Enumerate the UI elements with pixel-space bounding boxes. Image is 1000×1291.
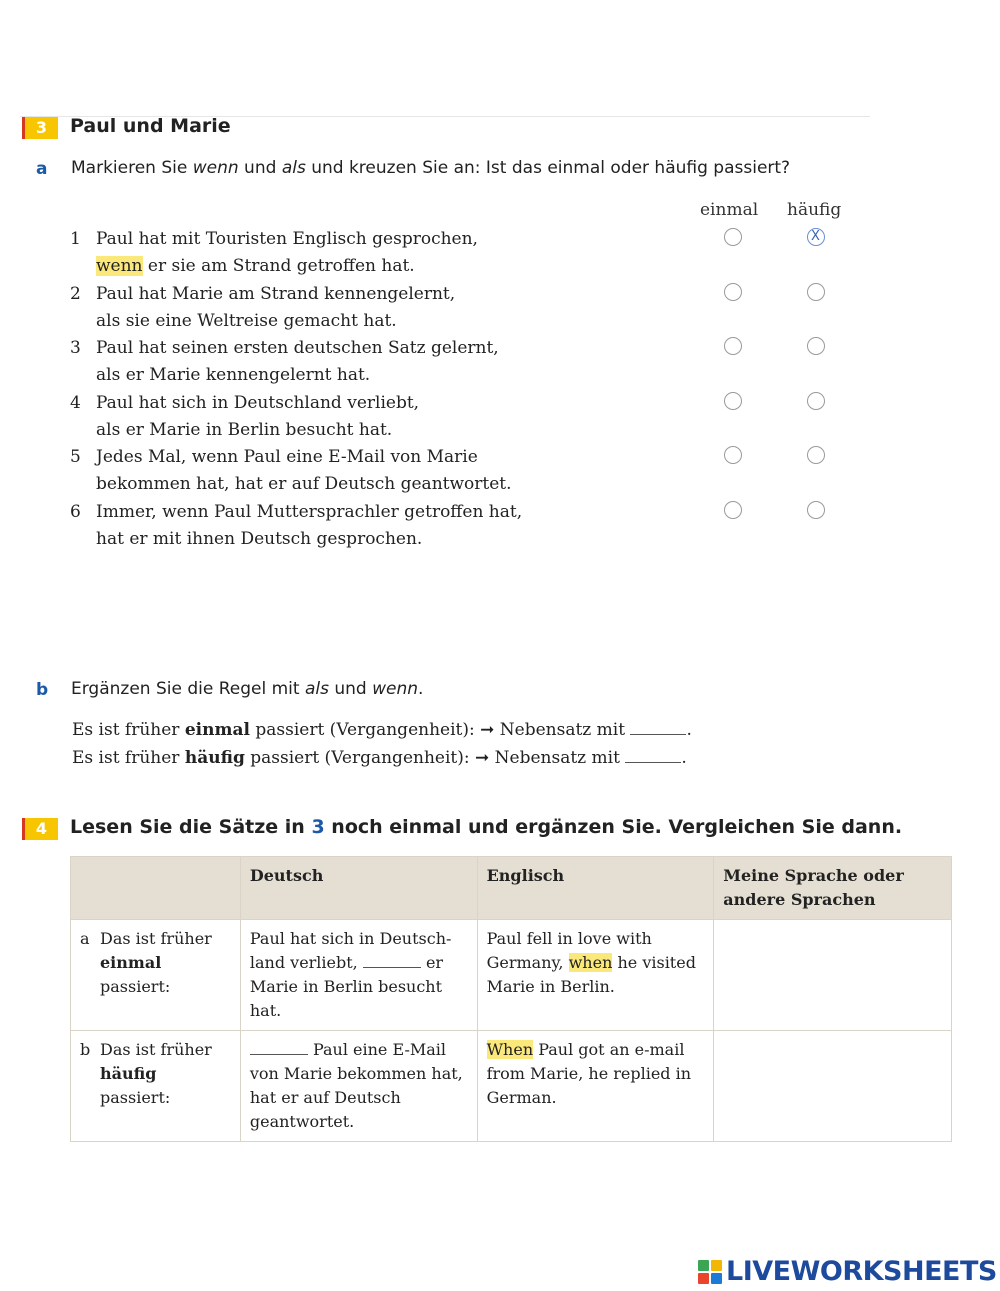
answer-blank[interactable] [250,1043,308,1055]
row-label-text: Das ist früher [100,929,212,948]
instruction-part: . [418,679,424,699]
title-part: Lesen Sie die Sätze in [70,816,312,838]
exercise-item [70,335,499,389]
instruction-keyword: wenn [372,679,419,699]
rule-text: Es ist früher [72,748,185,768]
item-highlight[interactable]: wenn [96,256,143,276]
exercise-title: Paul und Marie [70,115,231,137]
instruction-keyword: als [281,158,306,178]
item-number: 4 [70,392,81,413]
title-part: noch einmal und ergänzen Sie. Vergleichen Sie dann. [324,816,903,838]
row-letter: b [80,1040,91,1059]
radio-einmal[interactable] [724,446,742,464]
exercise-number-badge: 4 [22,818,58,840]
rule-bold: häufig [184,748,245,768]
instruction-part: und [238,158,282,178]
english-highlight: When [486,1040,534,1059]
english-text: he visited Marie in Berlin. [486,953,696,996]
english-highlight: when [568,953,613,972]
item-number: 1 [70,229,81,249]
item-line2: als sie eine Weltreise gemacht hat. [96,310,397,331]
item-number: 2 [70,283,81,304]
deutsch-text: Paul eine E-Mail von Marie bekommen hat, hat er auf Deutsch geantwortet. [249,1040,463,1131]
deutsch-text: Paul hat sich in Deutsch-land verliebt, [249,929,452,972]
task-letter-b: b [36,680,49,700]
task-b-instruction [71,679,423,699]
instruction-part: und [328,679,373,699]
rule-einmal [72,720,692,740]
radio-einmal[interactable] [724,283,742,301]
table-header-row [71,857,952,920]
item-line2: er sie am Strand getroffen hat. [142,256,415,276]
exercise-number-badge: 3 [22,117,58,139]
row-label-text: Das ist früher [100,1040,212,1059]
row-label-cell [71,920,241,1031]
row-label [100,927,212,999]
table-header-empty [71,857,241,920]
instruction-part: Ergänzen Sie die Regel mit [71,679,305,699]
item-number: 6 [70,502,81,522]
row-label-text: passiert: [100,977,171,996]
radio-einmal[interactable] [724,501,742,519]
own-language-cell[interactable] [714,920,952,1031]
instruction-keyword: wenn [192,158,239,178]
column-header-haeufig: häufig [787,200,842,220]
rule-text: Es ist früher [72,720,185,740]
column-header-einmal: einmal [700,200,759,220]
item-line2: als er Marie in Berlin besucht hat. [96,419,393,440]
item-line2: hat er mit ihnen Deutsch gesprochen. [96,529,423,549]
item-line2: bekommen hat, hat er auf Deutsch geantwortet. [96,474,512,495]
comparison-table [70,856,952,1142]
item-number: 5 [70,447,81,468]
radio-einmal[interactable] [724,228,742,246]
liveworksheets-logo [698,1256,997,1287]
item-number: 3 [70,338,81,359]
task-a-instruction [71,158,790,178]
own-language-cell[interactable] [714,1031,952,1142]
logo-text: LIVEWORKSHEETS [726,1256,997,1287]
instruction-keyword: als [304,679,329,699]
english-cell [477,1031,714,1142]
rule-text: passiert (Vergangenheit): ➞ Nebensatz mit [249,720,631,740]
rule-bold: einmal [184,720,250,740]
row-label-bold: häufig [100,1064,157,1083]
answer-blank-einmal[interactable] [630,721,686,735]
radio-haeufig[interactable] [807,228,825,246]
radio-haeufig[interactable] [807,392,825,410]
radio-einmal[interactable] [724,337,742,355]
table-header-meine-sprache: Meine Sprache oder andere Sprachen [714,857,952,920]
row-letter: a [80,929,90,948]
radio-haeufig[interactable] [807,446,825,464]
table-header-englisch: Englisch [477,857,714,920]
exercise-title [70,816,902,838]
exercise-item [70,390,419,444]
table-row [71,920,952,1031]
item-line1: Jedes Mal, wenn Paul eine E-Mail von Marie [96,447,478,468]
answer-blank[interactable] [363,956,421,968]
row-label-text: passiert: [100,1088,171,1107]
deutsch-cell [240,1031,477,1142]
english-cell [477,920,714,1031]
rule-haeufig [72,748,687,768]
instruction-part: und kreuzen Sie an: Ist das einmal oder häufig passiert? [305,158,791,178]
table-header-deutsch: Deutsch [240,857,477,920]
radio-einmal[interactable] [724,392,742,410]
exercise-item [70,226,478,280]
row-label-bold: einmal [100,953,162,972]
english-text: Paul got an e-mail from Marie, he replied in German. [486,1040,692,1107]
exercise-item [70,281,455,335]
answer-blank-haeufig[interactable] [625,749,681,763]
item-line1: Immer, wenn Paul Muttersprachler getroffen hat, [96,502,523,522]
task-letter-a: a [36,159,48,179]
instruction-part: Markieren Sie [71,158,193,178]
logo-squares-icon [698,1260,722,1284]
radio-haeufig[interactable] [807,337,825,355]
deutsch-text: er Marie in Berlin besucht hat. [249,953,444,1020]
item-line1: Paul hat seinen ersten deutschen Satz gelernt, [96,338,499,359]
item-line1: Paul hat Marie am Strand kennengelernt, [96,283,456,304]
rule-text: passiert (Vergangenheit): ➞ Nebensatz mit [244,748,626,768]
radio-haeufig[interactable] [807,501,825,519]
item-line1: Paul hat mit Touristen Englisch gesprochen, [96,229,478,249]
deutsch-cell [240,920,477,1031]
title-reference: 3 [311,816,325,838]
table-row [71,1031,952,1142]
row-label-cell [71,1031,241,1142]
rule-end: . [681,748,687,768]
item-line2: als er Marie kennengelernt hat. [96,365,371,386]
rule-end: . [686,720,692,740]
exercise-item [70,499,522,553]
row-label [100,1038,212,1110]
exercise-item [70,444,512,498]
item-line1: Paul hat sich in Deutschland verliebt, [96,392,420,413]
radio-haeufig[interactable] [807,283,825,301]
english-text: Paul fell in love with Germany, [486,929,652,972]
